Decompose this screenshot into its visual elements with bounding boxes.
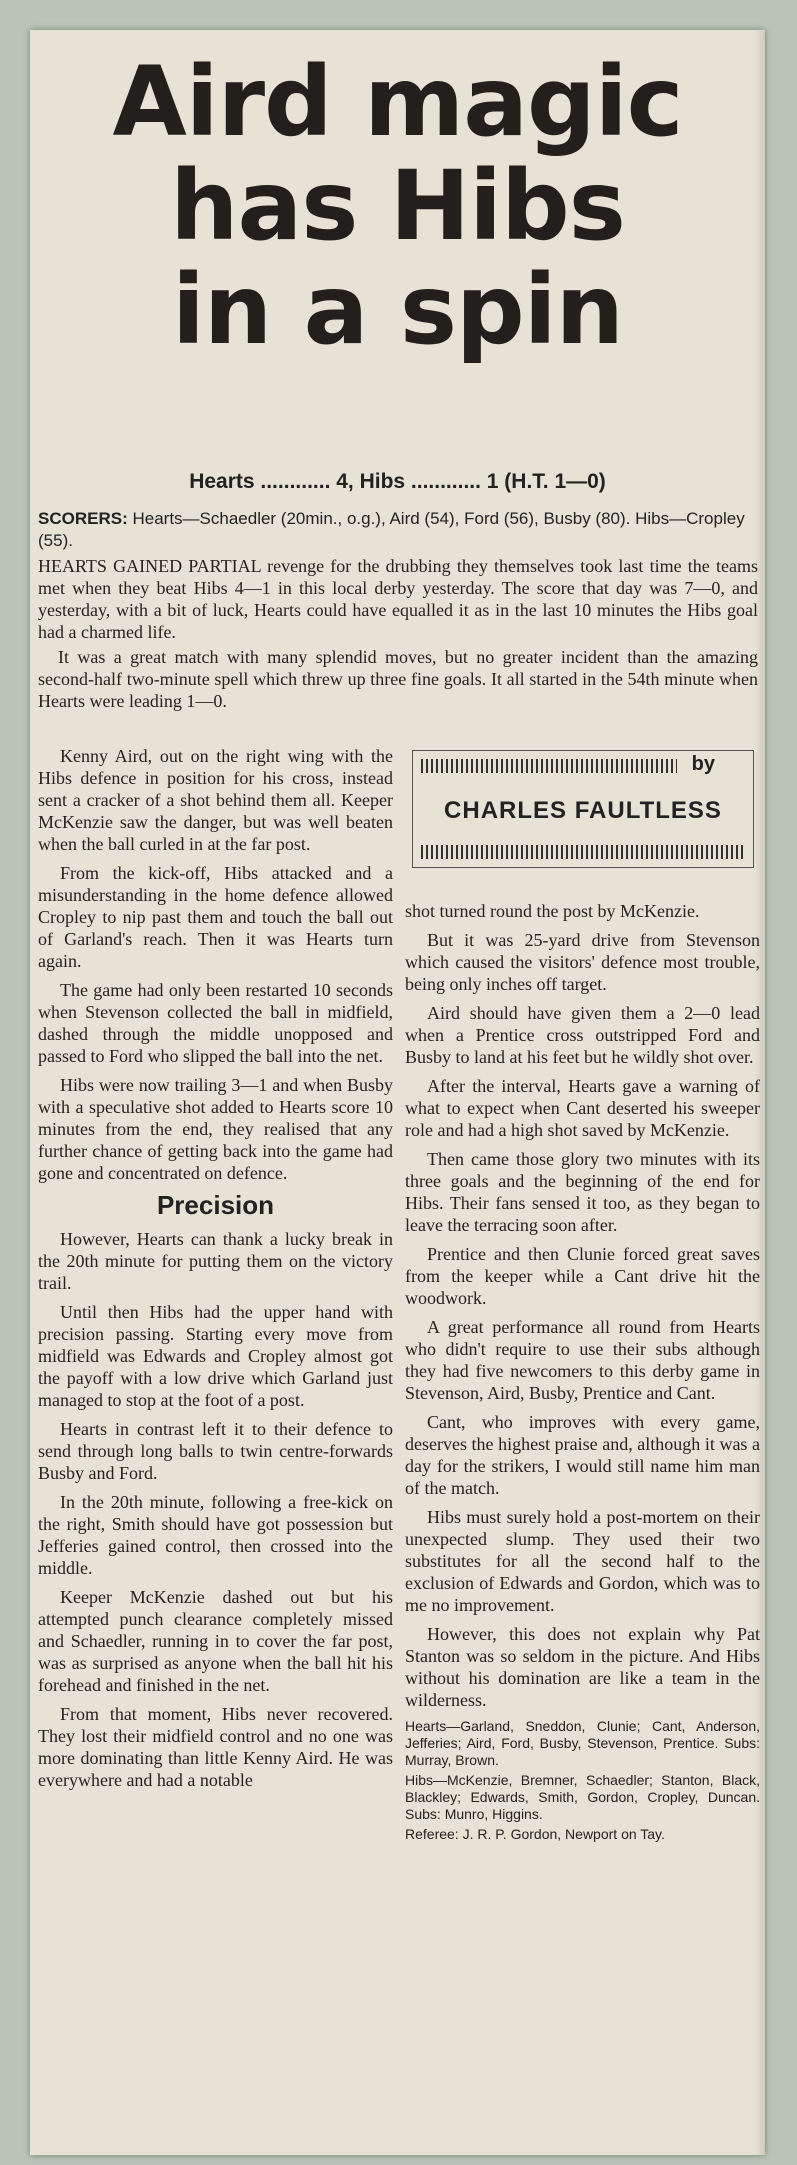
article-paragraph: Keeper McKenzie dashed out but his attempted punch clearance completely missed and Schaedler, running in to cover the far post, was as surprised as anyone when the ball hit his forehead and finished in the net. <box>38 1587 393 1695</box>
article-paragraph: Kenny Aird, out on the right wing with the Hibs defence in position for his cross, instead sent a cracker of a shot behind them all. Keeper McKenzie saw the danger, but was well beaten when the ball curled in at the far post. <box>38 746 393 854</box>
article-column-right <box>405 900 760 1846</box>
intro-paragraph: It was a great match with many splendid moves, but no greater incident than the amazing second-half two-minute spell which threw up three fine goals. It all started in the 54th minute when Hearts were leading 1—0. <box>38 647 758 711</box>
byline-author: CHARLES FAULTLESS <box>444 797 722 824</box>
intro-paragraph: HEARTS GAINED PARTIAL revenge for the drubbing they themselves took last time the teams met when they beat Hibs 4—1 in this local derby yesterday. The score that day was 7—0, and yesterday, with a bit of luck, Hearts could have equalled it as in the last 10 minutes the Hibs goal had a charmed life. <box>38 556 758 642</box>
referee-line: Referee: J. R. P. Gordon, Newport on Tay. <box>405 1826 665 1842</box>
scorers-text: Hearts—Schaedler (20min., o.g.), Aird (54), Ford (56), Busby (80). Hibs—Cropley (55). <box>38 509 745 550</box>
article-paragraph: The game had only been restarted 10 seconds when Stevenson collected the ball in midfield, dashed through the middle unopposed and passed to Ford who slipped the ball into the net. <box>38 980 393 1066</box>
article-paragraph: Cant, who improves with every game, deserves the highest praise and, although it was a day for the strikers, I would still name him man of the match. <box>405 1412 760 1498</box>
article-paragraph: From the kick-off, Hibs attacked and a misunderstanding in the home defence allowed Cropley to nip past them and touch the ball out of Garland's reach. Then it was Hearts turn again. <box>38 863 393 971</box>
article-paragraph: Aird should have given them a 2—0 lead when a Prentice cross outstripped Ford and Busby to land at his feet but he wildly shot over. <box>405 1003 760 1067</box>
article-paragraph: shot turned round the post by McKenzie. <box>405 901 700 921</box>
scorers-line <box>38 508 758 552</box>
byline-by: by <box>691 753 715 775</box>
article-paragraph: Then came those glory two minutes with its three goals and the beginning of the end for Hibs. Their fans sensed it too, as they began to leave the terracing soon after. <box>405 1149 760 1235</box>
headline <box>30 46 765 366</box>
subheading: Precision <box>156 1190 275 1220</box>
article-paragraph: Hibs must surely hold a post-mortem on their unexpected slump. They used their two substitutes for all the second half to the exclusion of Edwards and Gordon, which was to me no improvement. <box>405 1507 760 1615</box>
lineup-hibs: Hibs—McKenzie, Bremner, Schaedler; Stanton, Black, Blackley; Edwards, Smith, Gordon, Cropley, Duncan. Subs: Munro, Higgins. <box>405 1772 760 1822</box>
article-paragraph: But it was 25-yard drive from Stevenson which caused the visitors' defence most trouble, being only inches off target. <box>405 930 760 994</box>
article-paragraph: After the interval, Hearts gave a warning of what to expect when Cant deserted his sweeper role and had a high shot saved by McKenzie. <box>405 1076 760 1140</box>
article-paragraph: Hearts in contrast left it to their defence to send through long balls to twin centre-forwards Busby and Ford. <box>38 1419 393 1483</box>
headline-line-1: Aird magic <box>112 46 683 158</box>
article-paragraph: A great performance all round from Hearts who didn't require to use their subs although they had five newcomers to this derby game in Stevenson, Aird, Busby, Prentice and Cant. <box>405 1317 760 1403</box>
byline-rule-top <box>421 759 677 773</box>
article-column-left <box>38 745 393 1798</box>
article-paragraph: However, Hearts can thank a lucky break in the 20th minute for putting them on the victory trail. <box>38 1229 393 1293</box>
headline-line-3: in a spin <box>172 254 623 366</box>
article-paragraph: Hibs were now trailing 3—1 and when Busby with a speculative shot added to Hearts score 10 minutes from the end, they realised that any further chance of getting back into the game had gone and concentrated on defence. <box>38 1075 393 1183</box>
byline-rule-bottom <box>421 845 745 859</box>
article-paragraph: Prentice and then Clunie forced great saves from the keeper while a Cant drive hit the woodwork. <box>405 1244 760 1308</box>
intro-paragraphs <box>38 555 758 715</box>
article-paragraph: Until then Hibs had the upper hand with precision passing. Starting every move from midfield was Edwards and Cropley almost got the payoff with a low drive which Garland just managed to stop at the foot of a post. <box>38 1302 393 1410</box>
lineup-hearts: Hearts—Garland, Sneddon, Clunie; Cant, Anderson, Jefferies; Aird, Ford, Busby, Stevenson, Prentice. Subs: Murray, Brown. <box>405 1718 760 1768</box>
byline-box <box>412 750 754 868</box>
scorers-label: SCORERS: <box>38 509 128 528</box>
newspaper-clipping <box>30 30 765 2155</box>
headline-line-2: has Hibs <box>170 150 625 262</box>
article-paragraph: However, this does not explain why Pat Stanton was so seldom in the picture. And Hibs without his domination are like a team in the wilderness. <box>405 1624 760 1710</box>
match-result: Hearts ............ 4, Hibs ............ 1 (H.T. 1—0) <box>189 470 606 493</box>
team-lineups <box>405 1718 760 1843</box>
article-paragraph: In the 20th minute, following a free-kick on the right, Smith should have got possession but Jefferies gained control, then crossed into the middle. <box>38 1492 393 1578</box>
article-paragraph: From that moment, Hibs never recovered. They lost their midfield control and no one was more dominating than little Kenny Aird. He was everywhere and had a notable <box>38 1704 393 1790</box>
